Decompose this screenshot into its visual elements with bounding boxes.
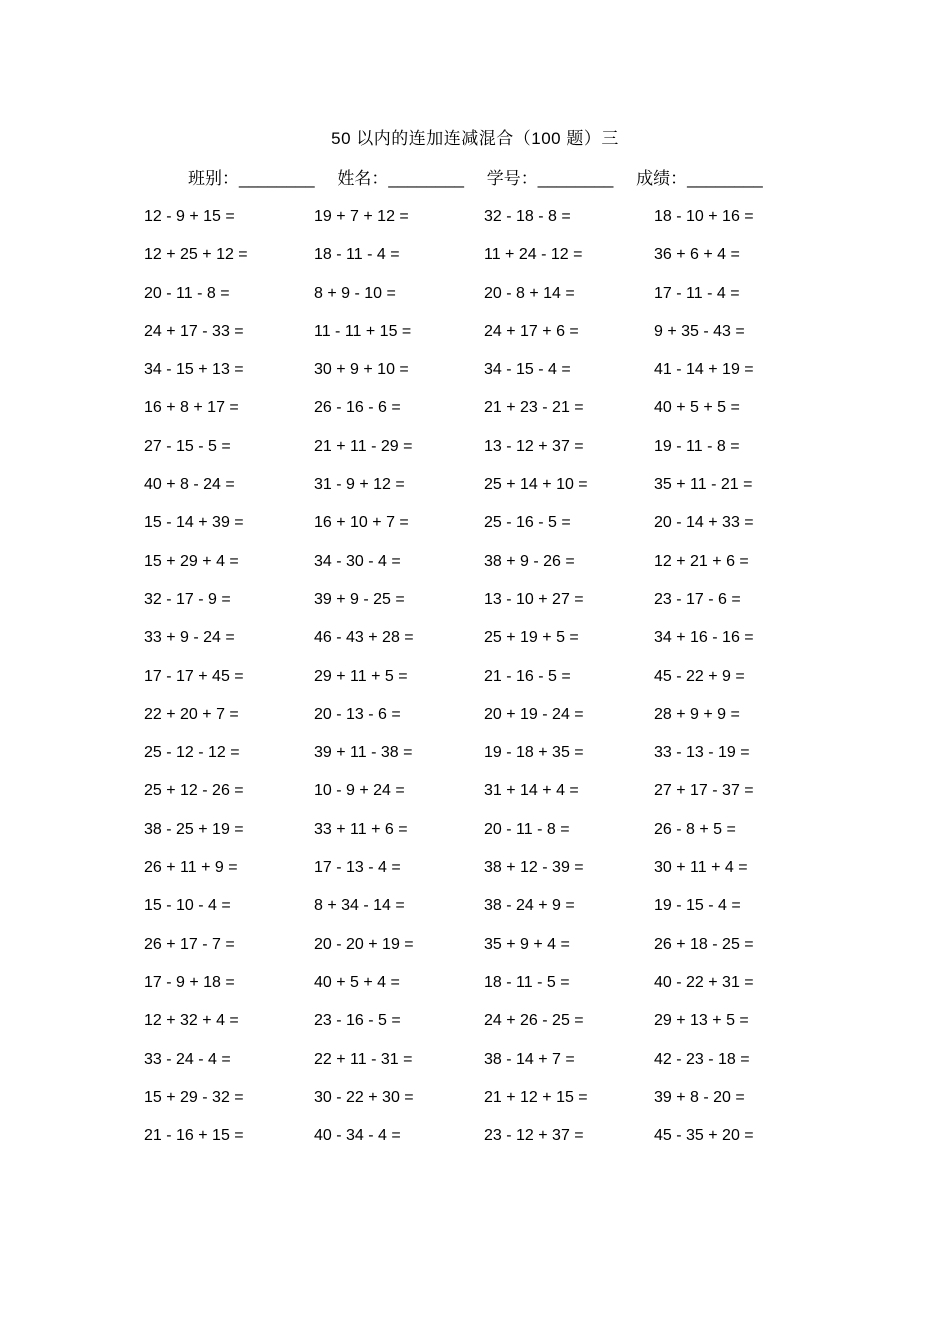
math-problem: 18 - 11 - 5 = (484, 973, 570, 991)
math-problem: 33 - 24 - 4 = (144, 1050, 231, 1068)
math-problem: 16 + 10 + 7 = (314, 514, 409, 532)
math-problem: 32 - 18 - 8 = (484, 208, 571, 225)
math-problem: 38 + 12 - 39 = (484, 859, 584, 877)
math-problem: 12 + 32 + 4 = (144, 1012, 239, 1030)
math-problem: 24 + 17 - 33 = (144, 322, 244, 340)
math-problem: 10 - 9 + 24 = (314, 782, 405, 800)
math-problem: 46 - 43 + 28 = (314, 629, 414, 647)
math-problem: 8 + 9 - 10 = (314, 284, 396, 302)
name-field: 姓名：________ (337, 169, 465, 188)
math-problem: 33 + 11 + 6 = (314, 820, 408, 838)
math-problem: 11 + 24 - 12 = (484, 246, 583, 264)
math-problem: 13 - 10 + 27 = (484, 590, 584, 608)
math-problem: 23 - 16 - 5 = (314, 1012, 401, 1030)
math-problem: 29 + 11 + 5 = (314, 667, 408, 685)
math-problem: 26 + 17 - 7 = (144, 935, 235, 953)
math-problem: 23 - 12 + 37 = (484, 1127, 584, 1145)
math-problem: 22 + 20 + 7 = (144, 705, 239, 723)
math-problem: 8 + 34 - 14 = (314, 897, 405, 915)
math-problem: 20 - 20 + 19 = (314, 935, 414, 953)
math-problem: 17 - 9 + 18 = (144, 973, 235, 991)
math-problem: 15 - 10 - 4 = (144, 897, 231, 915)
math-problem: 33 + 9 - 24 = (144, 629, 235, 647)
math-problem: 30 - 22 + 30 = (314, 1088, 414, 1106)
math-problem: 9 + 35 - 43 = (654, 322, 745, 340)
math-problem: 26 - 16 - 6 = (314, 399, 401, 417)
math-problem: 16 + 8 + 17 = (144, 399, 239, 417)
math-problem: 34 - 15 - 4 = (484, 361, 571, 379)
math-problem: 25 + 19 + 5 = (484, 629, 579, 647)
math-problem: 12 - 9 + 15 = (144, 208, 235, 225)
math-problem: 30 + 11 + 4 = (654, 859, 748, 877)
math-problem: 39 + 11 - 38 = (314, 744, 413, 762)
math-problem: 25 + 12 - 26 = (144, 782, 244, 800)
math-problem: 42 - 23 - 18 = (654, 1050, 750, 1068)
math-problem: 21 - 16 + 15 = (144, 1127, 244, 1145)
math-problem: 31 - 9 + 12 = (314, 476, 405, 494)
math-problem: 40 - 22 + 31 = (654, 973, 754, 991)
math-problem: 29 + 13 + 5 = (654, 1012, 749, 1030)
math-problem: 13 - 12 + 37 = (484, 437, 584, 455)
math-problem: 18 - 11 - 4 = (314, 246, 400, 264)
math-problem: 20 - 13 - 6 = (314, 705, 401, 723)
math-problem: 15 + 29 - 32 = (144, 1088, 244, 1106)
page-title: 50 以内的连加连减混合（100 题）三 (331, 129, 619, 148)
math-problem: 45 - 22 + 9 = (654, 667, 745, 685)
math-problem: 25 + 14 + 10 = (484, 476, 588, 494)
math-problem: 11 - 11 + 15 = (314, 322, 412, 340)
math-problem: 39 + 9 - 25 = (314, 590, 405, 608)
math-problem: 20 - 8 + 14 = (484, 284, 575, 302)
math-problem: 35 + 9 + 4 = (484, 935, 570, 953)
math-problem: 25 - 12 - 12 = (144, 744, 240, 762)
math-problem: 30 + 9 + 10 = (314, 361, 409, 379)
math-problem: 40 + 8 - 24 = (144, 476, 235, 494)
math-problem: 39 + 8 - 20 = (654, 1088, 745, 1106)
math-problem: 20 - 11 - 8 = (144, 284, 230, 302)
math-problem: 21 + 11 - 29 = (314, 437, 413, 455)
math-problem: 12 + 21 + 6 = (654, 552, 749, 570)
math-problem: 19 + 7 + 12 = (314, 208, 409, 225)
problems-grid (144, 204, 824, 1161)
math-problem: 40 + 5 + 5 = (654, 399, 740, 417)
math-problem: 36 + 6 + 4 = (654, 246, 740, 264)
math-problem: 34 - 15 + 13 = (144, 361, 244, 379)
math-problem: 19 - 15 - 4 = (654, 897, 741, 915)
math-problem: 34 + 16 - 16 = (654, 629, 754, 647)
math-problem: 21 + 23 - 21 = (484, 399, 584, 417)
math-problem: 20 + 19 - 24 = (484, 705, 584, 723)
math-problem: 38 + 9 - 26 = (484, 552, 575, 570)
math-problem: 26 + 18 - 25 = (654, 935, 754, 953)
score-field: 成绩：________ (636, 169, 763, 188)
student-number-field: 学号：________ (486, 169, 614, 188)
math-problem: 32 - 17 - 9 = (144, 590, 231, 608)
math-problem: 18 - 10 + 16 = (654, 208, 754, 225)
math-problem: 26 + 11 + 9 = (144, 859, 238, 877)
math-problem: 12 + 25 + 12 = (144, 246, 248, 264)
math-problem: 35 + 11 - 21 = (654, 476, 753, 494)
math-problem: 23 - 17 - 6 = (654, 590, 741, 608)
math-problem: 19 - 11 - 8 = (654, 437, 740, 455)
math-problem: 17 - 13 - 4 = (314, 859, 401, 877)
math-problem: 25 - 16 - 5 = (484, 514, 571, 532)
math-problem: 38 - 24 + 9 = (484, 897, 575, 915)
math-problem: 40 + 5 + 4 = (314, 973, 400, 991)
math-problem: 24 + 26 - 25 = (484, 1012, 584, 1030)
math-problem: 17 - 11 - 4 = (654, 284, 740, 302)
math-problem: 21 + 12 + 15 = (484, 1088, 588, 1106)
math-problem: 27 - 15 - 5 = (144, 437, 231, 455)
math-problem: 15 + 29 + 4 = (144, 552, 239, 570)
math-problem: 21 - 16 - 5 = (484, 667, 571, 685)
math-problem: 28 + 9 + 9 = (654, 705, 740, 723)
class-field: 班别：________ (188, 169, 315, 188)
math-problem: 41 - 14 + 19 = (654, 361, 754, 379)
math-problem: 19 - 18 + 35 = (484, 744, 584, 762)
math-problem: 24 + 17 + 6 = (484, 322, 579, 340)
math-problem: 38 - 25 + 19 = (144, 820, 244, 838)
math-problem: 20 - 14 + 33 = (654, 514, 754, 532)
math-problem: 45 - 35 + 20 = (654, 1127, 754, 1145)
math-problem: 26 - 8 + 5 = (654, 820, 736, 838)
math-problem: 40 - 34 - 4 = (314, 1127, 401, 1145)
math-problem: 20 - 11 - 8 = (484, 820, 570, 838)
math-problem: 22 + 11 - 31 = (314, 1050, 413, 1068)
math-problem: 33 - 13 - 19 = (654, 744, 750, 762)
math-problem: 34 - 30 - 4 = (314, 552, 401, 570)
student-info-line (188, 166, 763, 192)
math-problem: 17 - 17 + 45 = (144, 667, 244, 685)
math-problem: 15 - 14 + 39 = (144, 514, 244, 532)
math-problem: 31 + 14 + 4 = (484, 782, 579, 800)
math-problem: 27 + 17 - 37 = (654, 782, 754, 800)
math-problem: 38 - 14 + 7 = (484, 1050, 575, 1068)
